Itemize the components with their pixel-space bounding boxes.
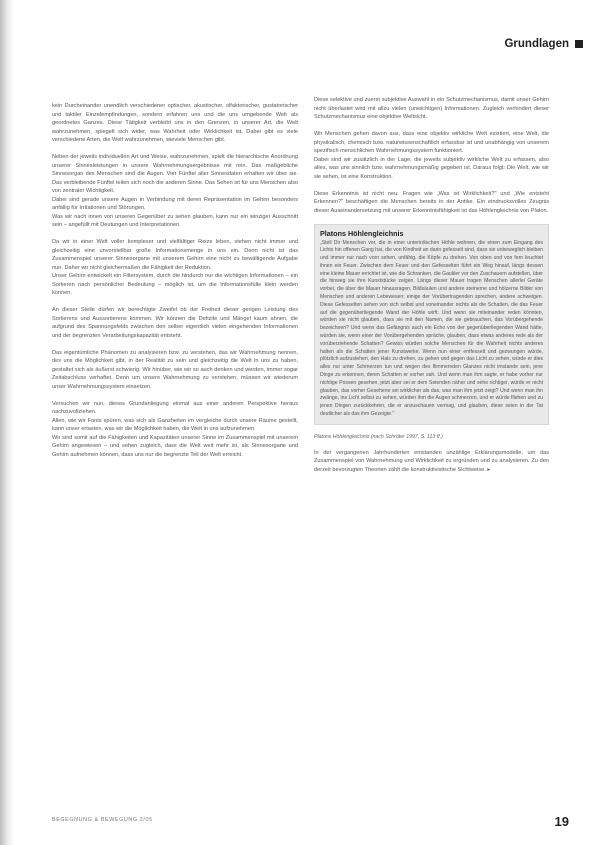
body-paragraph: Versuchen wir nun, dieses Grundanliegung einmal aus einer anderen Perspektive heraus nachzuvollziehen. <box>52 400 298 415</box>
body-paragraph: Wir sind somit auf die Fähigkeiten und Kapazitäten unserer Sinne im Zusammenspiel mit unserem Gehirn angewiesen – und sehen zugleich, dass die Welt weit mehr ist, als Sinnesorgane und Gehirn aufnehmen können, dass uns nur die begrenzte Teil der Welt erreicht. <box>52 434 298 458</box>
body-paragraph: Allen, wie wir Fonts spüren, was sich als Ganzheiten im vergleiche durch unsere Räume gestellt, kann unser ertasten, was wir die Möglichkeit haben, die Welt in uns aufzunehmen. <box>52 417 298 432</box>
right-column <box>314 96 549 483</box>
body-paragraph: Was wir nach innen von unseren Gegenüber zu sehen glauben, kann nur ein winziger Ausschnitt sein – angefüllt mit Deutungen und Interpretationen. <box>52 213 298 228</box>
quote-caption: Platons Höhlengleichnis (nach Schröter 1997, S. 113 ff.) <box>314 433 443 440</box>
page-number: 19 <box>554 814 569 829</box>
body-paragraph: In der vergangenen Jahrhunderten entstanden unzählige Erklärungsmodelle, um das Zusammenspiel von Wahrnehmung und Wirklichkeit zu ergründen und zu analysieren. Zu den derzeit bevorzugten Theorien zählt die konstruktivistische Sichtweise. ▸ <box>314 449 549 473</box>
section-label: Grundlagen <box>504 38 569 50</box>
body-paragraph: Da wir in einer Welt voller komplexer und vielfältiger Reize leben, stehen nicht immer und gleichzeitig eine unvorstellbar große Informationsmenge in uns ein. Denn nicht ist das Zusammenspiel unserer Sinnesorgane mit unserem Gehirn eine nicht zu bewältigende Aufgabe nun. Daher wir nicht gleichermaßen die Fähigkeit der Reduktion. <box>52 239 298 271</box>
body-paragraph: Unser Gehirn entwickelt ein Filtersystem, durch die hindurch nur die wichtigen Informationen – ein Sortieren nach persönlicher Bedeutung – möglich ist, um die Informationsfülle klein werden können. <box>52 273 298 296</box>
body-paragraph: Neben der jeweils individuellen Art und Weise, wahrzunehmen, spielt die hierarchische Anordnung unserer Sinnesleistungen in unsere Wahrnehmungsergebnisse mit rein. Das maßgebliche Sinnesorgan des Menschen sind die Augen. Vier Fünftel aller Sinnesdaten erhalten wir über sie. Das verbleibende Fünftel teilen sich noch die anderen Sinne. Das Sehen ist für uns Menschen also von zentraler Wichtigkeit. <box>52 154 298 194</box>
body-paragraph: kein Durcheinander unendlich verschiedener optischer, akustischer, olfaktorischer, gustatorischer und taktiler Einzelempfindungen, sondern erfahren uns und die uns umgebende Welt als geordnetes Ganzes. Diese Tätigkeit verbleibt uns in den Grenzen, in unserer Art, die Welt wahrzunehmen, spiegelt sich wider, was Wahrheit oder Wirklichkeit ist. Dabei gibt es viele verschiedene Arten, die Welt wahrzunehmen, wieviele Menschen gibt. <box>52 103 298 143</box>
body-paragraph: Dabei sind wir zusätzlich in der Lage, die jeweils subjektiv wirkliche Welt zu erfassen, also alles, was uns sinnlich bzw. wahrnehmungsmäßig gegeben ist. Daraus folgt: Die Welt, wie wir sie sehen, ist eine Konstruktion. <box>314 156 549 180</box>
section-header <box>504 38 583 50</box>
body-paragraph: Diese selektive und zuerst subjektive Auswahl in ein Schutzmechanismus, damit unser Gehirn nicht überlastet wird mit allzu vielen (unwichtigen) Informationen. Zugleich verhindert dieser Schutzmechanismus eine objektive Weltsicht. <box>314 97 549 120</box>
quote-box-text: „Stell Dir Menschen vor, die in einer unterirdischen Höhle wohnen, die einen zum Eingang des Lichts hin offenen Gang hat, die von Kindheit an darin gefesselt sind, dass sie unbeweglich bleiben und immer nur nach vorn sehen, unfähig, die Köpfe zu drehen. Von oben und von fern leuchtet ihnen ein Feuer. Zwischen dem Feuer und den Gefesselten führt ein Weg hinauf, längs dessen eine kleine Mauer errichtet ist, wie die Schranken, die Gaukler vor den Zuschauern aufstellen, über die hinweg sie ihre Kunststücke zeigen. Längs dieser Mauer tragen Menschen allerlei Geräte vorbei, die über die Mauer hinausragen, Bildsäulen und andere steinerne und hölzerne Bilder von Menschen und anderen Lebewesen; einige der Vorübertragenden sprechen, andere schweigen. Diese Gefesselten sehen von sich selbst und voneinander nichts als die Schatten, die das Feuer auf die gegenüberliegende Wand der Höhle wirft. Und wenn sie miteinander reden könnten, würden sie nicht glauben, dass sie mit den Namen, die sie gebrauchen, das Vorübergehende bezeichnen? Und wenn das Gefängnis auch ein Echo von der gegenüberliegenden Wand hätte, würden sie, wenn einer der Vorübergehenden spräche, glauben, dass etwas anderes rede als der vorüberziehende Schatten? Gewiss würden solche Menschen für die Wahrheit nichts anderes halten als die Schatten jener Kunstwerke. Wenn nun einer entfesselt und gezwungen würde, plötzlich aufzustehen, den Hals zu drehen, zu gehen und gegen das Licht zu sehen, würde er dies alles nur unter Schmerzen tun und wegen des flimmernden Glanzes nicht imstande sein, jene Dinge zu erkennen, deren Schatten er vorher sah. Und wenn man ihm sagte, er habe vorher nur nichtige Possen gesehen, jetzt aber sei er dem Seienden näher und sehe richtiger, würde er nicht glauben, das vorher Gesehene sei wirklicher als das, was man ihm jetzt zeigt? Und wenn man ihn zwänge, ins Licht selbst zu sehen, würden ihm die Augen schmerzen, und er würde fliehen und zu jenen Dingen zurückkehren, die er anzuschauen vermag, und glauben, diese seien in der Tat deutlicher als das ihm Gezeigte." <box>320 239 543 418</box>
quote-box <box>314 224 549 425</box>
left-column <box>52 102 298 468</box>
body-paragraph: Dabei sind gerade unsere Augen in Verbindung mit deren Repräsentation im Gehirn besonders anfällig für Irritationen und Störungen. <box>52 196 298 211</box>
body-paragraph: An dieser Stelle dürfen wir berechtigte Zweifel ob der Freiheit dieser gerigen Leistung des Sortierens und Aussortierens kommen. Wir können die Defizite und Mängel kaum ahnen, die aufgrund des Spannungsfelds zwischen den selber eigentlich vielen eingehenden Informationen und der begrenzten Verarbeitungskapazität entsteht. <box>52 307 298 339</box>
section-square-icon <box>575 40 583 48</box>
body-paragraph: Diese Erkenntnis ist nicht neu. Fragen wie „Was ist Wirklichkeit?" und „Wie entsteht Erkennen?" beschäftigen die Menschen bereits in der Antike. Ein eindrucksvolles Zeugnis dieser Auseinandersetzung mit unserer Erkenntnisfähigkeit ist das Höhlengleichnis von Platon. <box>314 190 549 214</box>
body-paragraph: Wir Menschen gehen davon aus, dass eine objektiv wirkliche Welt existiert, eine Welt, die physikalisch, chemisch bzw. naturwissenschaftlich erfassbar ist und unabhängig von unserem spezifisch menschlichen Wahrnehmungssystem funktioniert. <box>314 131 549 154</box>
quote-box-title: Platons Höhlengleichnis <box>320 228 404 238</box>
journal-footer: BEGEGNUNG & BEWEGUNG 2/05 <box>52 817 153 823</box>
body-paragraph: Das eigentümliche Phänomen zu analysieren bzw. zu verstehen, das wir Wahrnehmung nennen, des uns die Möglichkeit gibt, in der Realität zu sein und gleichzeitig die Welt in uns zu haben, gestaltet sich als äußerst schwierig. Wir hinüber, wie wir so auch denken und werden, immer sogar Zeitabschluss verhaftet. Denn um unsere Wahrnehmung zu verstehen, müssen wir wiederum unser Wahrnehmungssystem einsetzen. <box>52 349 298 390</box>
page-edge-shadow <box>0 0 14 845</box>
